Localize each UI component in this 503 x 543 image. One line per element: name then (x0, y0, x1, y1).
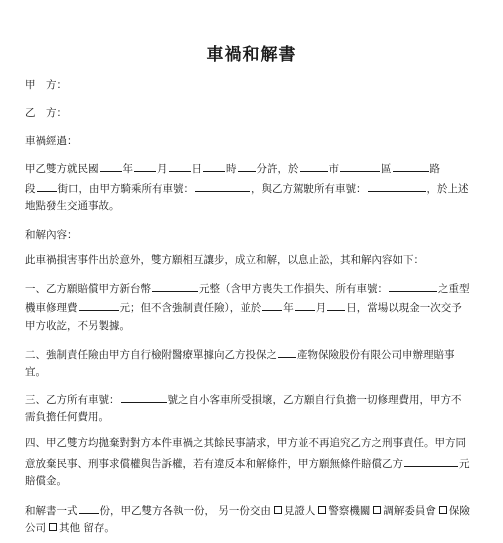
road-blank[interactable] (393, 160, 429, 172)
content-heading: 和解內容： (25, 229, 78, 241)
year-blank[interactable] (100, 160, 122, 172)
clause-3-line-1: 三、乙方所有車號： 號之自小客車所受損壞，乙方願自行負擔一切修理費用，甲方不 (25, 391, 462, 407)
final-line-1: 和解書一式 份，甲乙雙方各執一份， 另一份交由 見證人 警察機關 調解委員會 保險 (25, 502, 470, 518)
clause-2-line-2: 宜。 (25, 366, 46, 378)
document-title: 車禍和解書 (206, 45, 297, 65)
intro-line: 此車禍損害事件出於意外，雙方願相互讓步，成立和解，以息止訟，其和解內容如下： (25, 254, 424, 266)
clause-4-line-2: 意放棄民事、刑事求償權與告訴權，若有違反本和解條件，甲方願無條件賠償乙方 元 (25, 455, 470, 471)
party-b-label: 乙 方： (25, 107, 67, 119)
section-blank[interactable] (37, 180, 57, 192)
mediation-checkbox[interactable] (373, 506, 381, 514)
accident-line-3: 地點發生交通事故。 (25, 200, 120, 212)
other-checkbox[interactable] (49, 523, 57, 531)
car-plate-blank[interactable] (121, 391, 167, 403)
motorcycle-plate-blank[interactable] (389, 280, 437, 292)
party-a-plate-blank[interactable] (195, 180, 250, 192)
party-b-plate-blank[interactable] (368, 180, 426, 192)
month-blank[interactable] (134, 160, 156, 172)
insurer-blank[interactable] (278, 346, 296, 358)
clause-2-line-1: 二、強制責任險由甲方自行檢附醫療單據向乙方投保之 產物保險股份有限公司申辦理賠事 (25, 346, 455, 362)
penalty-blank[interactable] (404, 455, 458, 467)
pay-year-blank[interactable] (262, 299, 282, 311)
clause-1-line-1: 一、乙方願賠償甲方新台幣 元整（含甲方喪失工作損失、所有車號： 之重型 (25, 280, 470, 296)
pay-day-blank[interactable] (327, 299, 345, 311)
insurance-checkbox[interactable] (439, 506, 447, 514)
minute-blank[interactable] (238, 160, 256, 172)
amount-blank[interactable] (152, 280, 198, 292)
city-blank[interactable] (300, 160, 328, 172)
accident-heading: 車禍經過： (25, 135, 78, 147)
clause-3-line-2: 需負擔任何費用。 (25, 411, 109, 423)
party-a-label: 甲 方： (25, 79, 67, 91)
party-a-line (25, 78, 67, 92)
final-line-2: 公司 其他 留存。 (25, 522, 115, 534)
accident-line-2: 段 街口，由甲方騎乘所有車號： ，與乙方駕駛所有車號： ，於上述 (25, 180, 469, 196)
accident-line-1: 甲乙雙方就民國 年 月 日 時 分許，於 市 區 路 (25, 160, 440, 176)
party-b-line (25, 106, 67, 120)
clause-1-line-2: 機車修理費 元；但不含強制責任險），並於 年 月 日，當場以現金一次交予 (25, 299, 462, 315)
clause-4-line-1: 四、甲乙雙方均拋棄對對方本件車禍之其餘民事請求，甲方並不再追究乙方之刑事責任。甲方同 (25, 437, 466, 449)
repair-fee-blank[interactable] (79, 299, 119, 311)
copies-blank[interactable] (79, 502, 99, 514)
hour-blank[interactable] (203, 160, 225, 172)
police-checkbox[interactable] (318, 506, 326, 514)
day-blank[interactable] (169, 160, 191, 172)
clause-1-line-3: 甲方收訖，不另製據。 (25, 320, 130, 332)
witness-checkbox[interactable] (274, 506, 282, 514)
clause-4-line-3: 賠償金。 (25, 475, 67, 487)
pay-month-blank[interactable] (295, 299, 315, 311)
district-blank[interactable] (340, 160, 380, 172)
